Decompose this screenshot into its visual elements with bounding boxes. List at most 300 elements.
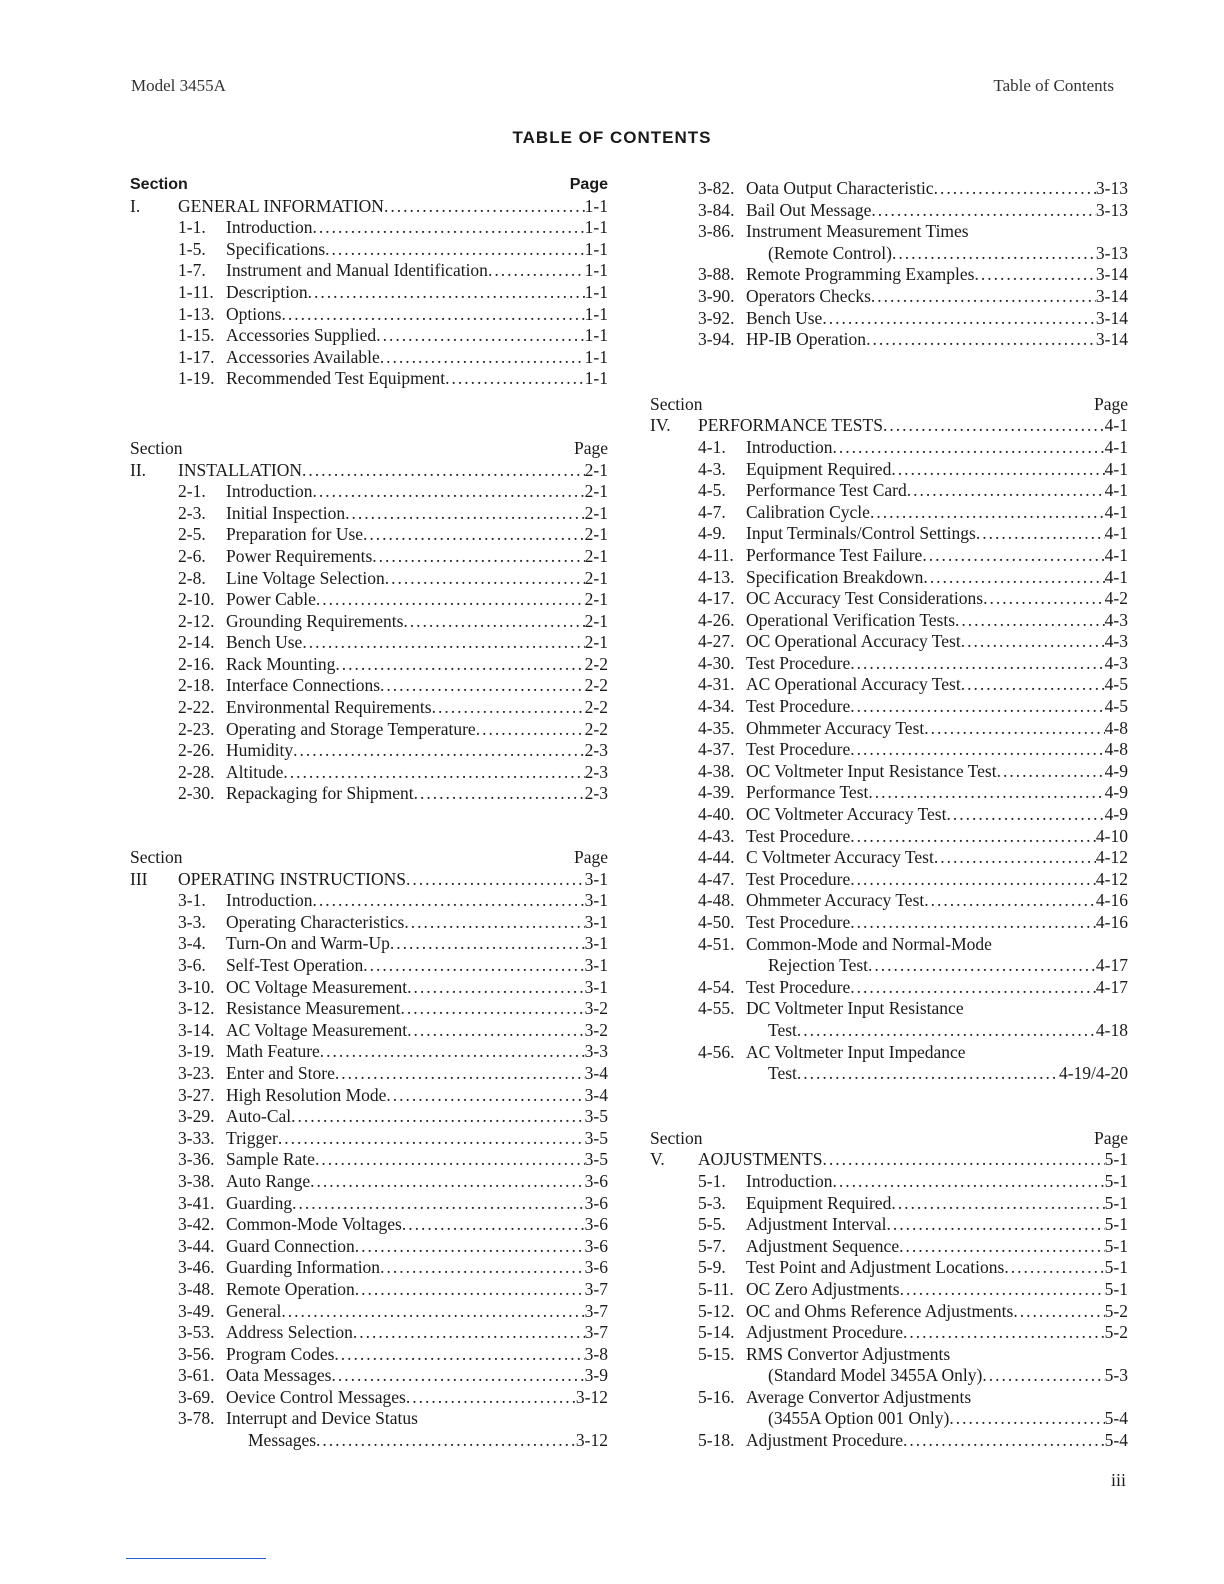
entry-title: Test Procedure (746, 652, 851, 673)
entry-title: (Standard Model 3455A Only) (768, 1365, 983, 1386)
entry-title: (3455A Option 001 Only) (768, 1408, 950, 1429)
entry-number: 4-56. (698, 1041, 735, 1062)
entry-title: Operational Verification Tests (746, 609, 956, 630)
entry-title: HP-IB Operation (746, 329, 867, 350)
entry-number: 4-34. (698, 696, 735, 717)
dot-leader (886, 1214, 1104, 1236)
toc-entry (650, 459, 1128, 481)
entry-number: 2-14. (178, 632, 215, 653)
toc-entry (130, 697, 608, 719)
entry-title: Bench Use (226, 632, 303, 653)
entry-page: 3-4 (584, 1084, 608, 1105)
entry-page: 3-1 (584, 976, 608, 997)
entry-number: 1-1. (178, 217, 206, 238)
entry-number: 4-43. (698, 825, 735, 846)
toc-entry (650, 1171, 1128, 1193)
toc-entry (650, 1279, 1128, 1301)
entry-title: Power Cable (226, 589, 316, 610)
entry-number: 5-3. (698, 1192, 726, 1213)
entry-title: PERFORMANCE TESTS (698, 415, 883, 436)
entry-page: 4-18 (1095, 1019, 1128, 1040)
entry-page: 3-12 (575, 1386, 608, 1407)
page-number: iii (1110, 1470, 1126, 1490)
toc-entry (650, 221, 1128, 243)
entry-title: Initial Inspection (226, 502, 346, 523)
entry-number: 3-78. (178, 1408, 215, 1429)
dot-leader (797, 1063, 1059, 1085)
entry-title: OC Voltmeter Input Resistance Test (746, 760, 997, 781)
entry-page: 4-1 (1104, 480, 1128, 501)
entry-number: 3-4. (178, 933, 206, 954)
dot-leader (866, 329, 1096, 351)
dot-leader (308, 282, 585, 304)
entry-number: 2-26. (178, 740, 215, 761)
toc-entry (650, 1063, 1128, 1085)
entry-title: Introduction (746, 1170, 833, 1191)
entry-number: 3-48. (178, 1278, 215, 1299)
toc-entry (130, 503, 608, 525)
entry-page: 3-13 (1095, 199, 1128, 220)
entry-number: 5-12. (698, 1300, 735, 1321)
dot-leader (903, 1322, 1105, 1344)
entry-number: 2-28. (178, 761, 215, 782)
dot-leader (278, 1128, 585, 1150)
entry-number: 3-3. (178, 911, 206, 932)
entry-number: 3-29. (178, 1106, 215, 1127)
dot-leader (883, 415, 1105, 437)
entry-page: 4-1 (1104, 523, 1128, 544)
entry-title: INSTALLATION (178, 459, 302, 480)
entry-number: 4-7. (698, 501, 726, 522)
dot-leader (868, 782, 1104, 804)
dot-leader (871, 200, 1096, 222)
toc-entry (650, 761, 1128, 783)
entry-page: 4-3 (1104, 652, 1128, 673)
entry-number: 4-35. (698, 717, 735, 738)
toc-entry (130, 783, 608, 805)
page-label: Page (573, 437, 608, 458)
dot-leader (302, 460, 585, 482)
entry-page: 2-1 (584, 632, 608, 653)
entry-page: 2-1 (584, 567, 608, 588)
entry-number: 3-38. (178, 1170, 215, 1191)
entry-number: 4-13. (698, 566, 735, 587)
dot-leader (1013, 1301, 1104, 1323)
dot-leader (797, 1020, 1096, 1042)
dot-leader (402, 1214, 585, 1236)
toc-entry (130, 239, 608, 261)
toc-entry (130, 1214, 608, 1236)
entry-number: 3-84. (698, 199, 735, 220)
entry-page: 2-1 (584, 459, 608, 480)
dot-leader (833, 437, 1105, 459)
dot-leader (302, 632, 584, 654)
dot-leader (924, 718, 1104, 740)
toc-entry (650, 739, 1128, 761)
toc-section (130, 438, 608, 805)
entry-page: 1-1 (584, 217, 608, 238)
dot-leader (850, 653, 1104, 675)
toc-entry (130, 1171, 608, 1193)
toc-entry (130, 719, 608, 741)
entry-page: 5-1 (1104, 1192, 1128, 1213)
entry-number: 2-30. (178, 783, 215, 804)
entry-page: 3-5 (584, 1149, 608, 1170)
section-label: Section (130, 847, 183, 868)
dot-leader (961, 631, 1105, 653)
entry-title: Bail Out Message (746, 199, 872, 220)
entry-number: 5-18. (698, 1430, 735, 1451)
entry-title: RMS Convertor Adjustments (746, 1343, 951, 1364)
dot-leader (946, 804, 1104, 826)
entry-title: Trigger (226, 1127, 278, 1148)
entry-page: 5-2 (1104, 1322, 1128, 1343)
entry-number: 3-12. (178, 998, 215, 1019)
dot-leader (335, 1063, 585, 1085)
running-header-left: Model 3455A (131, 76, 226, 95)
section-label: Section (130, 437, 183, 458)
entry-page: 4-8 (1104, 717, 1128, 738)
entry-title: Preparation for Use (226, 524, 364, 545)
toc-entry (130, 762, 608, 784)
entry-number: 4-54. (698, 976, 735, 997)
toc-entry (650, 696, 1128, 718)
entry-title: Equipment Required (746, 458, 892, 479)
entry-title: Guarding (226, 1192, 293, 1213)
dot-leader (380, 347, 585, 369)
section-entry (650, 1149, 1128, 1171)
entry-number: 4-31. (698, 674, 735, 695)
dot-leader (390, 933, 585, 955)
entry-title: Remote Operation (226, 1278, 355, 1299)
toc-entry (650, 437, 1128, 459)
entry-title: General (226, 1300, 282, 1321)
dot-leader (404, 912, 584, 934)
entry-title: Test (768, 1063, 797, 1084)
entry-page: 5-1 (1104, 1235, 1128, 1256)
toc-entry (130, 654, 608, 676)
entry-number: 2-18. (178, 675, 215, 696)
entry-page: 3-6 (584, 1170, 608, 1191)
entry-page: 1-1 (584, 346, 608, 367)
entry-page: 5-4 (1104, 1408, 1128, 1429)
toc-entry (650, 847, 1128, 869)
dot-leader (406, 869, 585, 891)
dot-leader (432, 697, 585, 719)
toc-entry (130, 1301, 608, 1323)
entry-title: Interface Connections (226, 675, 381, 696)
entry-page: 4-2 (1104, 588, 1128, 609)
toc-entry (130, 1344, 608, 1366)
entry-number: 1-19. (178, 368, 215, 389)
toc-entry (130, 955, 608, 977)
entry-number: 3-92. (698, 307, 735, 328)
entry-number: 3-44. (178, 1235, 215, 1256)
entry-number: I. (130, 195, 141, 216)
toc-entry (130, 675, 608, 697)
entry-title: Introduction (226, 890, 313, 911)
toc-entry (650, 1193, 1128, 1215)
entry-number: 3-23. (178, 1062, 215, 1083)
entry-title: Introduction (226, 481, 313, 502)
toc-entry (650, 523, 1128, 545)
entry-number: 5-7. (698, 1235, 726, 1256)
dot-leader (934, 847, 1096, 869)
entry-page: 4-16 (1095, 890, 1128, 911)
entry-page: 5-1 (1104, 1278, 1128, 1299)
entry-page: 3-5 (584, 1106, 608, 1127)
dot-leader (934, 178, 1096, 200)
entry-number: 2-8. (178, 567, 206, 588)
toc-entry (650, 329, 1128, 351)
entry-title: Test Procedure (746, 976, 851, 997)
toc-entry (130, 998, 608, 1020)
entry-number: 1-5. (178, 238, 206, 259)
entry-page: 2-1 (584, 502, 608, 523)
entry-number: 3-19. (178, 1041, 215, 1062)
entry-page: 4-9 (1104, 804, 1128, 825)
entry-title: Introduction (746, 436, 833, 457)
entry-page: 4-3 (1104, 631, 1128, 652)
entry-page: 4-8 (1104, 739, 1128, 760)
entry-number: 4-30. (698, 652, 735, 673)
section-header (650, 394, 1128, 416)
dot-leader (316, 589, 585, 611)
entry-title: Resistance Measurement (226, 998, 401, 1019)
entry-page: 1-1 (584, 325, 608, 346)
toc-entry (130, 1106, 608, 1128)
entry-page: 2-3 (584, 783, 608, 804)
dot-leader (353, 1322, 585, 1344)
entry-title: Guard Connection (226, 1235, 355, 1256)
entry-number: 4-47. (698, 868, 735, 889)
entry-number: 4-11. (698, 544, 734, 565)
toc-entry (130, 977, 608, 999)
entry-title: Instrument Measurement Times (746, 221, 969, 242)
entry-number: 4-39. (698, 782, 735, 803)
entry-number: 2-23. (178, 718, 215, 739)
entry-page: 1-1 (584, 195, 608, 216)
dot-leader (315, 1149, 585, 1171)
entry-title: Program Codes (226, 1343, 335, 1364)
toc-entry (650, 243, 1128, 265)
entry-title: Performance Test Card (746, 480, 907, 501)
entry-number: 2-1. (178, 481, 206, 502)
entry-number: 3-46. (178, 1257, 215, 1278)
entry-page: 3-14 (1095, 285, 1128, 306)
running-header-right: Table of Contents (993, 76, 1114, 95)
entry-page: 4-1 (1104, 415, 1128, 436)
dot-leader (291, 1106, 585, 1128)
page-label: Page (569, 176, 608, 193)
dot-leader (976, 523, 1105, 545)
entry-page: 3-1 (584, 890, 608, 911)
dot-leader (891, 1193, 1104, 1215)
entry-page: 5-3 (1104, 1365, 1128, 1386)
dot-leader (822, 1149, 1104, 1171)
page-label: Page (573, 847, 608, 868)
section-header (130, 174, 608, 196)
toc-section (130, 174, 608, 390)
toc-entry (650, 718, 1128, 740)
section-header (650, 1128, 1128, 1150)
entry-page: 4-5 (1104, 674, 1128, 695)
entry-title: OC Operational Accuracy Test (746, 631, 961, 652)
entry-number: 3-42. (178, 1214, 215, 1235)
toc-entry (650, 1322, 1128, 1344)
entry-number: 4-40. (698, 804, 735, 825)
dot-leader (850, 696, 1104, 718)
dot-leader (335, 654, 584, 676)
dot-leader (281, 1301, 584, 1323)
entry-number: 1-13. (178, 303, 215, 324)
dot-leader (310, 1171, 585, 1193)
dot-leader (380, 1257, 585, 1279)
entry-page: 3-4 (584, 1062, 608, 1083)
entry-title: Common-Mode and Normal-Mode (746, 933, 992, 954)
entry-number: 4-5. (698, 480, 726, 501)
entry-title: Auto-Cal (226, 1106, 292, 1127)
entry-number: 3-82. (698, 178, 735, 198)
entry-title: Adjustment Procedure (746, 1322, 903, 1343)
toc-entry (130, 1236, 608, 1258)
entry-page: 3-1 (584, 933, 608, 954)
section-label: Section (650, 1127, 703, 1148)
entry-number: 2-5. (178, 524, 206, 545)
toc-entry (650, 200, 1128, 222)
entry-number: 5-14. (698, 1322, 735, 1343)
entry-title: AC Operational Accuracy Test (746, 674, 961, 695)
entry-number: 3-90. (698, 285, 735, 306)
entry-number: 2-10. (178, 589, 215, 610)
dot-leader (406, 1387, 576, 1409)
toc-column-right (650, 178, 1128, 1495)
entry-number: IV. (650, 415, 671, 436)
entry-number: 3-61. (178, 1365, 215, 1386)
entry-number: 4-37. (698, 739, 735, 760)
entry-page: 3-2 (584, 1019, 608, 1040)
entry-title: (Remote Control) (768, 242, 892, 263)
entry-title: Common-Mode Voltages (226, 1214, 402, 1235)
entry-page: 3-14 (1095, 329, 1128, 350)
entry-number: 5-9. (698, 1257, 726, 1278)
entry-number: 2-22. (178, 697, 215, 718)
entry-number: 1-17. (178, 346, 215, 367)
entry-number: 1-7. (178, 260, 206, 281)
toc-entry (130, 325, 608, 347)
entry-title: Equipment Required (746, 1192, 892, 1213)
toc-entry (130, 1322, 608, 1344)
entry-title: Rack Mounting (226, 653, 336, 674)
entry-title: High Resolution Mode (226, 1084, 387, 1105)
entry-number: 3-10. (178, 976, 215, 997)
entry-number: 1-11. (178, 281, 214, 302)
dot-leader (907, 480, 1105, 502)
toc-entry (130, 1430, 608, 1452)
entry-number: 3-36. (178, 1149, 215, 1170)
entry-number: 3-69. (178, 1386, 215, 1407)
dot-leader (476, 719, 585, 741)
entry-number: 3-14. (178, 1019, 215, 1040)
entry-title: Test Procedure (746, 739, 851, 760)
dot-leader (281, 304, 584, 326)
entry-number: 4-9. (698, 523, 726, 544)
entry-page: 1-1 (584, 260, 608, 281)
entry-title: Address Selection (226, 1322, 353, 1343)
section-label: Section (650, 393, 703, 414)
dot-leader (292, 1193, 585, 1215)
entry-title: Test Procedure (746, 696, 851, 717)
section-entry (130, 460, 608, 482)
entry-title: Math Feature (226, 1041, 320, 1062)
dot-leader (363, 524, 585, 546)
dot-leader (900, 1279, 1105, 1301)
entry-page: 2-2 (584, 653, 608, 674)
entry-title: Average Convertor Adjustments (746, 1386, 972, 1407)
dot-leader (961, 674, 1105, 696)
entry-title: Operating and Storage Temperature (226, 718, 476, 739)
section-entry (130, 196, 608, 218)
dot-leader (974, 264, 1095, 286)
entry-title: Altitude (226, 761, 284, 782)
entry-title: GENERAL INFORMATION (178, 195, 384, 216)
toc-entry (650, 912, 1128, 934)
entry-title: Recommended Test Equipment (226, 368, 446, 389)
entry-number: 3-86. (698, 221, 735, 242)
entry-page: 3-1 (584, 955, 608, 975)
entry-title: Test Procedure (746, 868, 851, 889)
entry-title: Guarding Information (226, 1257, 381, 1278)
entry-number: 3-41. (178, 1192, 215, 1213)
dot-leader (334, 1344, 584, 1366)
entry-title: Ohmmeter Accuracy Test (746, 717, 925, 738)
entry-title: Messages (248, 1430, 317, 1451)
entry-title: Self-Test Operation (226, 955, 364, 975)
toc-entry (130, 1149, 608, 1171)
toc-entry (650, 1301, 1128, 1323)
dot-leader (283, 762, 584, 784)
entry-title: Auto Range (226, 1170, 311, 1191)
toc-entry (650, 804, 1128, 826)
toc-entry (130, 1085, 608, 1107)
dot-leader (400, 998, 584, 1020)
entry-page: 4-12 (1095, 868, 1128, 889)
entry-page: 2-1 (584, 545, 608, 566)
entry-title: Description (226, 281, 308, 302)
dot-leader (385, 568, 585, 590)
toc-entry (130, 368, 608, 390)
entry-page: 1-1 (584, 238, 608, 259)
entry-page: 3-6 (584, 1214, 608, 1235)
entry-title: OC Zero Adjustments (746, 1278, 900, 1299)
dot-leader (355, 1279, 585, 1301)
dot-leader (922, 545, 1104, 567)
entry-number: 4-55. (698, 998, 735, 1019)
toc-entry (130, 260, 608, 282)
dot-leader (955, 610, 1105, 632)
entry-title: Operating Characteristics (226, 911, 405, 932)
dot-leader (891, 459, 1104, 481)
entry-number: 3-88. (698, 264, 735, 285)
entry-title: Introduction (226, 217, 313, 238)
entry-number: 5-1. (698, 1170, 726, 1191)
dot-leader (363, 955, 584, 977)
entry-title: Turn-On and Warm-Up (226, 933, 390, 954)
entry-number: V. (650, 1149, 665, 1170)
page-title: TABLE OF CONTENTS (512, 128, 712, 147)
toc-entry (650, 567, 1128, 589)
entry-title: Rejection Test (768, 955, 869, 976)
